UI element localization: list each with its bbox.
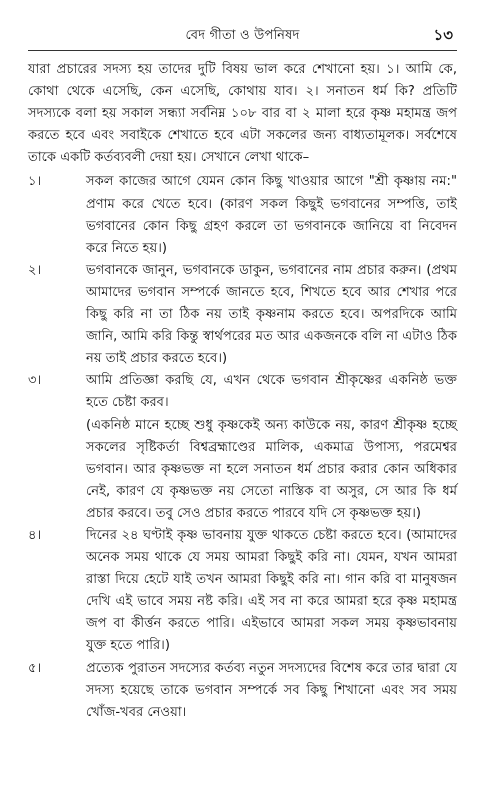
intro-paragraph: যারা প্রচারের সদস্য হয় তাদের দুটি বিষয় ভাল করে শেখানো হয়। ১। আমি কে, কোথা থেকে এসেছি, কেন এসেছি, কোথায় যাব। ২। সনাতন ধর্ম কি? প্রতিটি সদস্যকে বলা হয় সকাল সন্ধ্যা সর্বনিম্ন ১০৮ বার বা ২ মালা হরে কৃষ্ণ মহামন্ত্র জপ করতে হবে এবং সবাইকে শেখাতে হবে এটা সকলের জন্য বাধ্যতামূলক। সর্বশেষে তাকে একটি কর্তব্যবলী দেয়া হয়। সেখানে লেখা থাকে– xyxy=(28,62,457,166)
list-item-paragraph: দিনের ২৪ ঘণ্টাই কৃষ্ণ ভাবনায় যুক্ত থাকতে চেষ্টা করতে হবে। (আমাদের অনেক সময় থাকে যে সময় আমরা কিছুই করি না। যেমন, যখন আমরা রাস্তা দিয়ে হেটে যাই তখন আমরা কিছুই করি না। গান করি বা মানুষজন দেখি এই ভাবে সময় নষ্ট করি। এই সব না করে আমরা হরে কৃষ্ণ মহামন্ত্র জপ বা কীর্ত্তন করতে পারি। এইভাবে আমরা সকল সময় কৃষ্ণভাবনায় যুক্ত হতে পারি।) xyxy=(86,527,457,654)
list-item xyxy=(28,658,457,724)
list-item-number: ১। xyxy=(28,174,42,190)
list-item-paragraph: প্রত্যেক পুরাতন সদস্যের কর্তব্য নতুন সদস্যদের বিশেষ করে তার দ্বারা যে সদস্য হয়েছে তাকে ভগবান সম্পর্কে সব কিছু শিখানো এবং সব সময় খোঁজ-খবর নেওয়া। xyxy=(86,660,457,720)
list-item-text xyxy=(86,525,457,658)
list-item xyxy=(28,370,457,525)
list-item xyxy=(28,260,457,370)
list-item-paragraph: ভগবানকে জানুন, ভগবানকে ডাকুন, ভগবানের নাম প্রচার করুন। (প্রথম আমাদের ভগবান সম্পর্কে জানতে হবে, শিখতে হবে আর শেখার পরে কিছু করি না তা ঠিক নয় তাই কৃষ্ণনাম করতে হবে। অপরদিকে আমি জানি, আমি করি কিন্তু স্বার্থপরের মত আর একজনকে বলি না এটাও ঠিক নয় তাই প্রচার করতে হবে।) xyxy=(86,262,457,367)
list-item-paragraph: আমি প্রতিজ্ঞা করছি যে, এখন থেকে ভগবান শ্রীকৃষ্ণের একনিষ্ঠ ভক্ত হতে চেষ্টা করব। xyxy=(86,373,457,411)
list-item-number: ৩। xyxy=(28,373,42,389)
list-item-number: ৫। xyxy=(28,660,42,676)
list-item-text xyxy=(86,370,457,525)
list-item-paragraph: সকল কাজের আগে যেমন কোন কিছু খাওয়ার আগে "শ্রী কৃষ্ণায় নম:" প্রণাম করে খেতে হবে। (কারণ সকল কিছুই ভগবানের সম্পত্তি, তাই ভগবানের কোন কিছু গ্রহণ করলে তা ভগবানকে জানিয়ে বা নিবেদন করে নিতে হয়।) xyxy=(86,174,457,256)
list-item-number: ২। xyxy=(28,262,42,278)
list-item xyxy=(28,525,457,658)
list-item-number: ৪। xyxy=(28,527,42,543)
page-body xyxy=(28,59,457,724)
page-number: ১৩ xyxy=(433,26,453,44)
list-item-text xyxy=(86,658,457,724)
running-header xyxy=(28,22,457,51)
running-title: বেদ গীতা ও উপনিষদ xyxy=(185,28,300,43)
list-item-text xyxy=(86,171,457,259)
list-item xyxy=(28,171,457,259)
list-item-explanation: (একনিষ্ঠ মানে হচ্ছে শুধু কৃষ্ণকেই অন্য কাউকে নয়, কারণ শ্রীকৃষ্ণ হচ্ছে সকলের সৃষ্টিকর্তা বিশ্বব্রহ্মাণ্ডের মালিক, একমাত্র উপাস্য, পরমেশ্বর ভগবান। আর কৃষ্ণভক্ত না হলে সনাতন ধর্ম প্রচার করার কোন অধিকার নেই, কারণ যে কৃষ্ণভক্ত নয় সেতো নাস্তিক বা অসুর, সে আর কি ধর্ম প্রচার করবে। তবু সেও প্রচার করতে পারবে যদি সে কৃষ্ণভক্ত হয়।) xyxy=(86,417,457,521)
list-item-text xyxy=(86,260,457,370)
